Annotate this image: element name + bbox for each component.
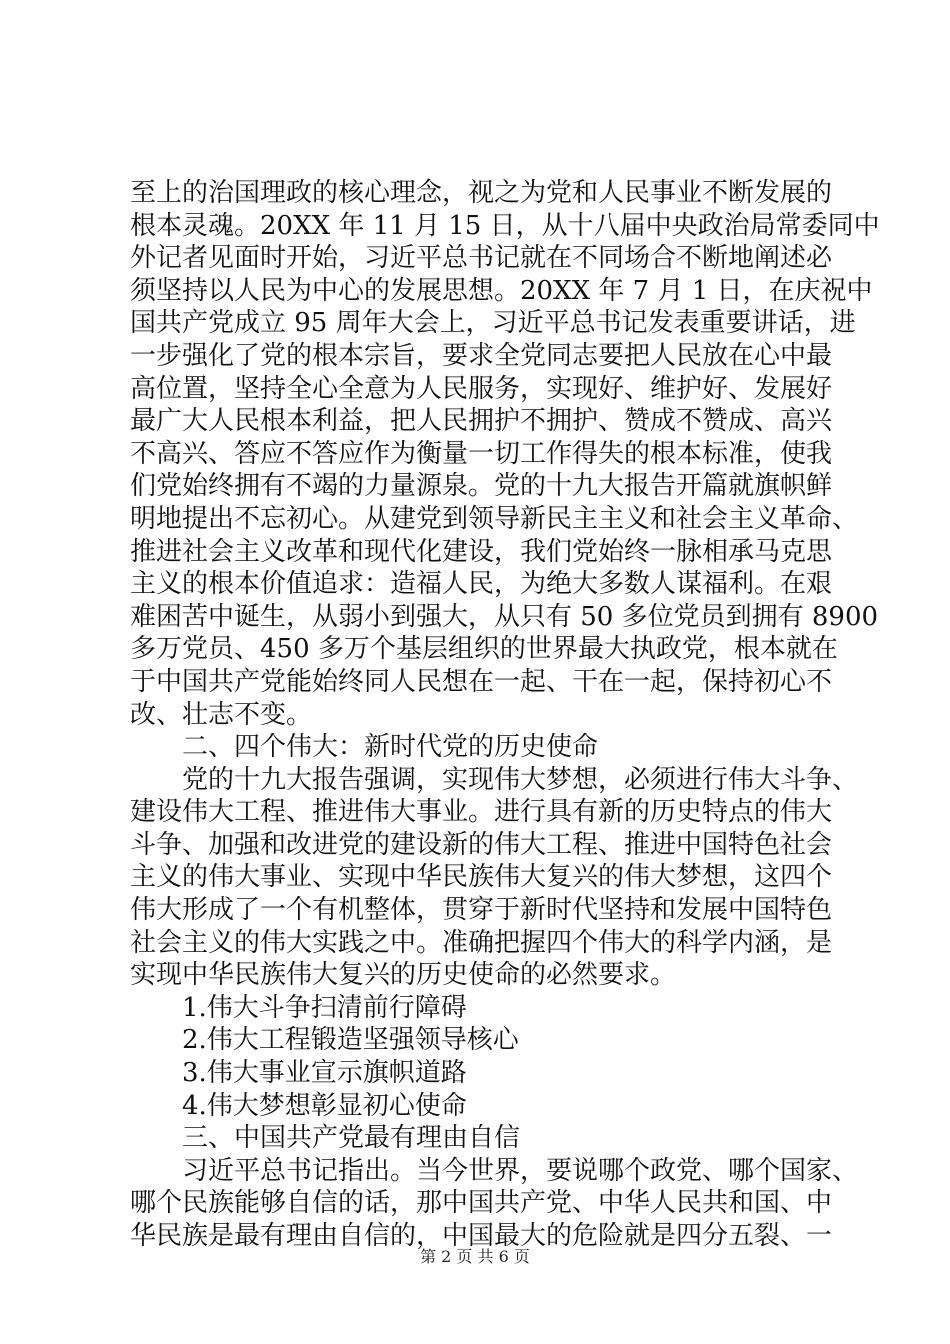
text-line: 伟大形成了一个有机整体，贯穿于新时代坚持和发展中国特色 <box>130 895 833 926</box>
text-line: 社会主义的伟大实践之中。准确把握四个伟大的科学内涵，是 <box>130 927 833 958</box>
text-line: 多万党员、450 多万个基层组织的世界最大执政党，根本就在 <box>130 634 838 665</box>
text-line: 于中国共产党能始终同人民想在一起、干在一起，保持初心不 <box>130 666 833 697</box>
text-line: 党的十九大报告强调，实现伟大梦想，必须进行伟大斗争、 <box>130 764 859 795</box>
text-line: 难困苦中诞生，从弱小到强大，从只有 50 多位党员到拥有 8900 <box>130 601 879 632</box>
list-item: 2.伟大工程锻造坚强领导核心 <box>130 1025 519 1056</box>
text-line: 一步强化了党的根本宗旨，要求全党同志要把人民放在心中最 <box>130 340 833 371</box>
body-text <box>130 177 880 1253</box>
text-line: 们党始终拥有不竭的力量源泉。党的十九大报告开篇就旗帜鲜 <box>130 471 833 502</box>
text-line: 至上的治国理政的核心理念，视之为党和人民事业不断发展的 <box>130 178 833 208</box>
section-heading: 三、中国共产党最有理由自信 <box>130 1123 521 1154</box>
page-footer: 第 2 页 共 6 页 <box>420 1247 530 1266</box>
text-line: 推进社会主义改革和现代化建设，我们党始终一脉相承马克思 <box>130 536 833 567</box>
text-line: 根本灵魂。20XX 年 11 月 15 日，从十八届中央政治局常委同中 <box>130 210 880 241</box>
text-line: 主义的根本价值追求：造福人民，为绝大多数人谋福利。在艰 <box>130 569 833 600</box>
text-line: 华民族是最有理由自信的，中国最大的危险就是四分五裂、一 <box>130 1221 833 1251</box>
text-line: 最广大人民根本利益，把人民拥护不拥护、赞成不赞成、高兴 <box>130 406 833 437</box>
text-line: 哪个民族能够自信的话，那中国共产党、中华人民共和国、中 <box>130 1188 833 1219</box>
text-line: 国共产党成立 95 周年大会上，习近平总书记发表重要讲话，进 <box>130 308 856 339</box>
text-line: 高位置，坚持全心全意为人民服务，实现好、维护好、发展好 <box>130 373 833 404</box>
text-line: 实现中华民族伟大复兴的历史使命的必然要求。 <box>130 960 677 991</box>
text-line: 改、壮志不变。 <box>130 699 313 730</box>
list-item: 4.伟大梦想彰显初心使命 <box>130 1090 467 1121</box>
text-line: 习近平总书记指出。当今世界，要说哪个政党、哪个国家、 <box>130 1155 859 1186</box>
text-line: 主义的伟大事业、实现中华民族伟大复兴的伟大梦想，这四个 <box>130 862 833 893</box>
text-line: 外记者见面时开始，习近平总书记就在不同场合不断地阐述必 <box>130 243 833 274</box>
text-line: 建设伟大工程、推进伟大事业。进行具有新的历史特点的伟大 <box>130 797 833 828</box>
text-line: 须坚持以人民为中心的发展思想。20XX 年 7 月 1 日，在庆祝中 <box>130 275 873 306</box>
list-item: 3.伟大事业宣示旗帜道路 <box>130 1058 467 1089</box>
section-heading: 二、四个伟大：新时代党的历史使命 <box>130 732 599 763</box>
text-line: 明地提出不忘初心。从建党到领导新民主主义和社会主义革命、 <box>130 503 859 534</box>
list-item: 1.伟大斗争扫清前行障碍 <box>130 992 467 1023</box>
text-line: 不高兴、答应不答应作为衡量一切工作得失的根本标准，使我 <box>130 438 833 469</box>
text-line: 斗争、加强和改进党的建设新的伟大工程、推进中国特色社会 <box>130 829 833 860</box>
